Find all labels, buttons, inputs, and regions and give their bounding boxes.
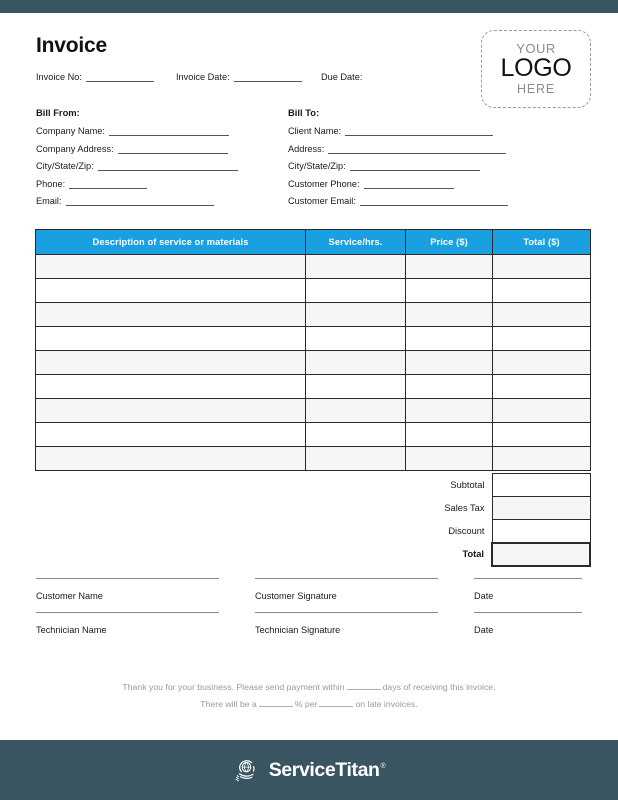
- technician-name-rule: [36, 612, 219, 613]
- bill-to-address-label: Address:: [288, 143, 325, 154]
- table-body: [36, 255, 591, 471]
- line-item-price[interactable]: [406, 351, 493, 375]
- payment-terms-line-2: [0, 696, 618, 713]
- line-item-service-hrs[interactable]: [306, 255, 406, 279]
- line-item-total[interactable]: [493, 399, 591, 423]
- technician-name-cell[interactable]: [36, 612, 255, 635]
- line-item-price[interactable]: [406, 375, 493, 399]
- table-row: [36, 303, 591, 327]
- table-header-row: [36, 230, 591, 255]
- totals-row-discount: [35, 520, 590, 543]
- servicetitan-globe-icon: [233, 757, 260, 784]
- totals-spacer: [35, 474, 407, 497]
- technician-name-label: Technician Name: [36, 625, 107, 635]
- line-item-service-hrs[interactable]: [306, 447, 406, 471]
- totals-value-total[interactable]: [492, 543, 590, 566]
- invoice-date-field[interactable]: [176, 72, 321, 82]
- payment-terms-text-1b: days of receiving this invoice.: [382, 682, 496, 692]
- page-title: Invoice: [36, 34, 107, 57]
- bill-to-address-input[interactable]: [328, 145, 506, 154]
- bill-to-customer-email[interactable]: [288, 196, 546, 206]
- totals-label-total: Total: [462, 549, 484, 559]
- totals-label-discount: Discount: [448, 526, 485, 536]
- top-accent-bar: [0, 0, 618, 13]
- bill-from-email-label: Email:: [36, 196, 62, 206]
- servicetitan-name: ServiceTitan: [268, 758, 380, 781]
- bill-from-email-input[interactable]: [66, 197, 214, 206]
- line-item-price[interactable]: [406, 255, 493, 279]
- footer-brand-bar: [0, 740, 618, 800]
- line-item-description[interactable]: [36, 255, 306, 279]
- bill-to-section: [288, 107, 546, 214]
- line-item-total[interactable]: [493, 327, 591, 351]
- column-header-price: Price ($): [406, 230, 493, 255]
- totals-value-discount[interactable]: [492, 520, 590, 543]
- bill-from-company-address-label: Company Address:: [36, 143, 114, 154]
- line-item-service-hrs[interactable]: [306, 375, 406, 399]
- table-row: [36, 399, 591, 423]
- customer-signature-label: Customer Signature: [255, 591, 337, 601]
- technician-signature-rule: [255, 612, 438, 613]
- logo-placeholder-line-your: YOUR: [516, 41, 556, 57]
- bill-to-address[interactable]: [288, 144, 546, 154]
- line-item-service-hrs[interactable]: [306, 303, 406, 327]
- customer-signature-rule: [255, 578, 438, 579]
- technician-signature-cell[interactable]: [255, 612, 474, 635]
- servicetitan-logo: [233, 757, 386, 784]
- table-row: [36, 351, 591, 375]
- bill-from-heading: Bill From:: [36, 107, 80, 118]
- line-item-price[interactable]: [406, 447, 493, 471]
- totals-row-sales-tax: [35, 497, 590, 520]
- bill-from-phone[interactable]: [36, 179, 286, 189]
- line-item-service-hrs[interactable]: [306, 327, 406, 351]
- table-row: [36, 447, 591, 471]
- line-item-service-hrs[interactable]: [306, 351, 406, 375]
- bill-from-phone-input[interactable]: [69, 180, 147, 189]
- invoice-meta-row: [36, 72, 476, 82]
- line-item-description[interactable]: [36, 423, 306, 447]
- column-header-total: Total ($): [493, 230, 591, 255]
- servicetitan-wordmark: [269, 759, 386, 782]
- bill-from-section: [36, 107, 286, 214]
- technician-signature-label: Technician Signature: [255, 625, 341, 635]
- bill-to-city-state-zip[interactable]: [288, 161, 546, 171]
- line-item-service-hrs[interactable]: [306, 423, 406, 447]
- invoice-no-label: Invoice No:: [36, 72, 82, 82]
- line-item-price[interactable]: [406, 399, 493, 423]
- customer-date-label: Date: [474, 591, 494, 601]
- registered-trademark-icon: ®: [380, 763, 386, 770]
- line-item-price[interactable]: [406, 279, 493, 303]
- line-item-price[interactable]: [406, 303, 493, 327]
- late-fee-period-blank[interactable]: [319, 699, 353, 707]
- bill-from-phone-label: Phone:: [36, 178, 66, 189]
- totals-spacer: [35, 520, 407, 543]
- totals-spacer: [35, 497, 407, 520]
- line-item-total[interactable]: [493, 423, 591, 447]
- totals-label-subtotal: Subtotal: [450, 480, 485, 490]
- bill-to-heading: Bill To:: [288, 107, 320, 118]
- bill-from-email[interactable]: [36, 196, 286, 206]
- line-item-total[interactable]: [493, 255, 591, 279]
- totals-row-subtotal: [35, 474, 590, 497]
- payment-terms-note: [0, 679, 618, 713]
- line-item-total[interactable]: [493, 351, 591, 375]
- payment-terms-text-2c: on late invoices.: [355, 699, 418, 709]
- bill-from-company-name[interactable]: [36, 126, 286, 136]
- customer-date-rule: [474, 578, 582, 579]
- bill-from-company-address[interactable]: [36, 144, 286, 154]
- column-header-service-hrs: Service/hrs.: [306, 230, 406, 255]
- line-item-service-hrs[interactable]: [306, 279, 406, 303]
- technician-date-rule: [474, 612, 582, 613]
- payment-days-blank[interactable]: [347, 682, 381, 690]
- bill-to-client-name-input[interactable]: [345, 127, 493, 136]
- logo-placeholder-line-here: HERE: [517, 82, 555, 97]
- line-item-description[interactable]: [36, 327, 306, 351]
- invoice-date-input[interactable]: [234, 73, 302, 82]
- line-item-description[interactable]: [36, 399, 306, 423]
- technician-date-cell[interactable]: [474, 612, 582, 635]
- signature-row-customer: [36, 578, 582, 601]
- bill-to-customer-email-input[interactable]: [360, 197, 508, 206]
- line-item-description[interactable]: [36, 351, 306, 375]
- bill-to-city-state-zip-label: City/State/Zip:: [288, 161, 346, 171]
- payment-terms-text-2a: There will be a: [200, 699, 257, 709]
- customer-signature-cell[interactable]: [255, 578, 474, 601]
- logo-placeholder-line-logo: LOGO: [500, 54, 572, 83]
- table-row: [36, 375, 591, 399]
- line-item-total[interactable]: [493, 375, 591, 399]
- bill-from-company-address-input[interactable]: [118, 145, 228, 154]
- line-item-description[interactable]: [36, 375, 306, 399]
- line-item-description[interactable]: [36, 447, 306, 471]
- signature-row-technician: [36, 612, 582, 635]
- technician-date-label: Date: [474, 625, 494, 635]
- totals-table: [35, 473, 591, 567]
- invoice-no-input[interactable]: [86, 73, 154, 82]
- line-item-total[interactable]: [493, 279, 591, 303]
- invoice-no-field[interactable]: [36, 72, 176, 82]
- bill-from-company-name-label: Company Name:: [36, 126, 105, 136]
- line-item-service-hrs[interactable]: [306, 399, 406, 423]
- customer-date-cell[interactable]: [474, 578, 582, 601]
- line-item-description[interactable]: [36, 279, 306, 303]
- table-row: [36, 279, 591, 303]
- payment-terms-text-2b: % per: [294, 699, 318, 709]
- invoice-date-label: Invoice Date:: [176, 72, 230, 82]
- customer-name-cell[interactable]: [36, 578, 255, 601]
- bill-from-city-state-zip-label: City/State/Zip:: [36, 161, 94, 171]
- line-item-price[interactable]: [406, 327, 493, 351]
- bill-to-city-state-zip-input[interactable]: [350, 162, 480, 171]
- totals-value-subtotal[interactable]: [492, 474, 590, 497]
- bill-to-client-name-label: Client Name:: [288, 126, 342, 136]
- payment-terms-line-1: [0, 679, 618, 696]
- bill-to-customer-email-label: Customer Email:: [288, 196, 356, 206]
- bill-from-city-state-zip-input[interactable]: [98, 162, 238, 171]
- logo-placeholder[interactable]: [481, 30, 591, 108]
- table-row: [36, 327, 591, 351]
- line-item-total[interactable]: [493, 447, 591, 471]
- bill-to-customer-phone-label: Customer Phone:: [288, 178, 360, 189]
- totals-row-total: [35, 543, 590, 566]
- signatures-section: [36, 578, 582, 646]
- line-item-price[interactable]: [406, 423, 493, 447]
- line-items-table: [35, 229, 591, 471]
- bill-to-customer-phone[interactable]: [288, 179, 546, 189]
- payment-terms-text-1a: Thank you for your business. Please send payment within: [122, 682, 345, 692]
- bill-from-company-name-input[interactable]: [109, 127, 229, 136]
- totals-label-sales-tax: Sales Tax: [444, 503, 485, 513]
- customer-name-rule: [36, 578, 219, 579]
- bill-from-city-state-zip[interactable]: [36, 161, 286, 171]
- customer-name-label: Customer Name: [36, 591, 103, 601]
- due-date-label: Due Date:: [321, 72, 363, 82]
- line-item-total[interactable]: [493, 303, 591, 327]
- bill-to-client-name[interactable]: [288, 126, 546, 136]
- bill-to-customer-phone-input[interactable]: [364, 180, 454, 189]
- table-row: [36, 255, 591, 279]
- line-item-description[interactable]: [36, 303, 306, 327]
- table-row: [36, 423, 591, 447]
- late-fee-percent-blank[interactable]: [259, 699, 293, 707]
- totals-spacer: [35, 543, 407, 566]
- column-header-description: Description of service or materials: [36, 230, 306, 255]
- totals-value-sales-tax[interactable]: [492, 497, 590, 520]
